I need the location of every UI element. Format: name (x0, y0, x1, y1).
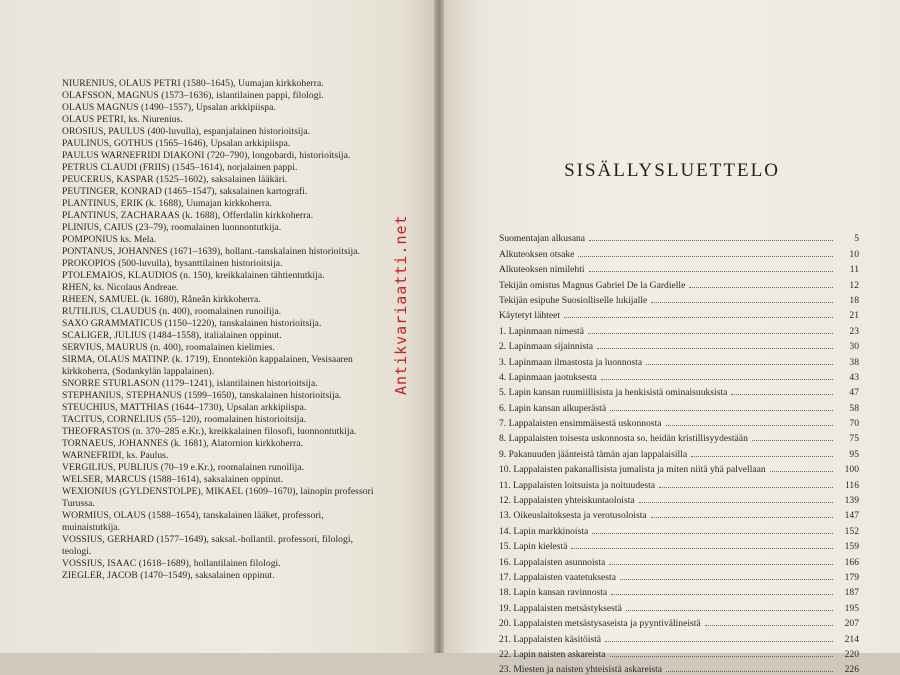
toc-page-number: 5 (854, 233, 859, 245)
index-entry: TORNAEUS, JOHANNES (k. 1681), Alatornion kirkkoherra. (62, 438, 303, 449)
index-entry: POMPONIUS ks. Mela. (62, 234, 157, 245)
toc-entry-label: 8. Lappalaisten toisesta uskonnosta so. heidän kristillisyydestään (499, 433, 748, 445)
toc-row (499, 275, 859, 290)
toc-leader-dots (651, 517, 833, 518)
toc-leader-dots (646, 364, 833, 365)
toc-row (499, 429, 859, 444)
toc-entry-label: 1. Lapinmaan nimestä (499, 325, 584, 337)
toc-entry-label: Käytetyt lähteet (499, 310, 561, 322)
index-entry: STEPHANIUS, STEPHANUS (1599–1650), tanskalainen historioitsija. (62, 390, 342, 401)
toc-row (499, 568, 859, 583)
index-entry: SCALIGER, JULIUS (1484–1558), italialainen oppinut. (62, 330, 282, 341)
index-entry: RUTILIUS, CLAUDUS (n. 400), roomalainen runoilija. (62, 306, 282, 317)
toc-row (499, 321, 859, 336)
toc-page-number: 100 (844, 464, 859, 476)
toc-entry-label: Alkuteoksen nimilehti (499, 264, 585, 276)
toc-page-number: 159 (844, 541, 859, 553)
toc-leader-dots (626, 610, 833, 611)
toc-entry-label: 4. Lapinmaan jaotuksesta (499, 371, 597, 383)
toc-entry-label: 11. Lappalaisten loitsuista ja noituudesta (499, 479, 656, 491)
toc-row (499, 614, 859, 629)
toc-row (499, 491, 859, 506)
toc-leader-dots (620, 579, 833, 580)
toc-entry-label: 12. Lappalaisten yhteiskuntaoloista (499, 495, 635, 507)
toc-page-number: 23 (849, 325, 859, 337)
book-gutter (434, 0, 444, 653)
toc-page-number: 12 (849, 279, 859, 291)
index-entry: OLAUS PETRI, ks. Niurenius. (62, 114, 183, 125)
index-entry: OLAFSSON, MAGNUS (1573–1636), islantilainen pappi, filologi. (62, 90, 324, 101)
index-entry: WORMIUS, OLAUS (1588–1654), tanskalainen lääket, professori, muinaistutkija. (62, 510, 324, 533)
toc-entry-label: 23. Miesten ja naisten yhteisistä askareista (499, 664, 663, 675)
toc-row (499, 583, 859, 598)
toc-leader-dots (610, 410, 833, 411)
index-entry: SNORRE STURLASON (1179–1241), islantilainen historioitsija. (62, 378, 318, 389)
toc-row (499, 383, 859, 398)
toc-leader-dots (705, 625, 833, 626)
index-entry: PAULUS WARNEFRIDI DIAKONI (720–790), longobardi, historioitsija. (62, 150, 351, 161)
toc-page-number: 58 (849, 402, 859, 414)
toc-row (499, 229, 859, 244)
index-entry: PTOLEMAIOS, KLAUDIOS (n. 150), kreikkalainen tähtientutkija. (62, 270, 325, 281)
toc-row (499, 598, 859, 613)
toc-leader-dots (666, 671, 833, 672)
toc-page-number: 220 (844, 648, 859, 660)
toc-row (499, 660, 859, 675)
toc-entry-label: 21. Lappalaisten käsitöistä (499, 633, 602, 645)
toc-leader-dots (666, 425, 833, 426)
toc-leader-dots (605, 641, 833, 642)
toc-row (499, 460, 859, 475)
toc-row (499, 260, 859, 275)
index-entry: OROSIUS, PAULUS (400-luvulla), espanjalainen historioitsija. (62, 126, 311, 137)
toc-page-number: 18 (849, 294, 859, 306)
index-entry: RHEN, ks. Nicolaus Andreae. (62, 282, 179, 293)
toc-leader-dots (592, 533, 833, 534)
toc-entry-label: 20. Lappalaisten metsästysaseista ja pyyntivälineistä (499, 618, 701, 630)
toc-page-number: 152 (844, 525, 859, 537)
index-entry: PEUCERUS, KASPAR (1525–1602), saksalainen lääkäri. (62, 174, 288, 185)
toc-page-number: 43 (849, 371, 859, 383)
toc-leader-dots (589, 240, 833, 241)
toc-entry-label: 15. Lapin kielestä (499, 541, 568, 553)
index-entry: PAULINUS, GOTHUS (1565–1646), Upsalan arkkipiispa. (62, 138, 291, 149)
left-page (0, 0, 438, 653)
index-entry: PETRUS CLAUDI (FRIIS) (1545–1614), norjalainen pappi. (62, 162, 298, 173)
toc-entry-label: 17. Lappalaisten vaatetuksesta (499, 571, 616, 583)
toc-entry-label: 10. Lappalaisten pakanallisista jumalista ja miten niitä yhä palvellaan (499, 464, 766, 476)
toc-row (499, 414, 859, 429)
toc-entry-label: 2. Lapinmaan sijainnista (499, 341, 594, 353)
index-entry: NIURENIUS, OLAUS PETRI (1580–1645), Uumajan kirkkoherra. (62, 78, 324, 89)
index-entry: VERGILIUS, PUBLIUS (70–19 e.Kr.), roomalainen runoilija. (62, 462, 305, 473)
index-entry: TACITUS, CORNELIUS (55–120), roomalainen historioitsija. (62, 414, 307, 425)
toc-entry-label: Tekijän omistus Magnus Gabriel De la Gardielle (499, 279, 686, 291)
toc-row (499, 552, 859, 567)
toc-page-number: 226 (844, 664, 859, 675)
index-entry: PLINIUS, CAIUS (23–79), roomalainen luonnontutkija. (62, 222, 282, 233)
toc-leader-dots (588, 333, 833, 334)
index-entry: PLANTINUS, ERIK (k. 1688), Uumajan kirkkoherra. (62, 198, 272, 209)
toc-row (499, 291, 859, 306)
toc-entry-label: 19. Lappalaisten metsästyksestä (499, 602, 622, 614)
name-index-list (62, 78, 382, 582)
toc-leader-dots (639, 502, 833, 503)
toc-page-number: 11 (849, 264, 859, 276)
index-entry: PROKOPIOS (500-luvulla), bysanttilainen historioitsija. (62, 258, 283, 269)
toc-page-number: 214 (844, 633, 859, 645)
toc-row (499, 521, 859, 536)
toc-entry-label: 6. Lapin kansan alkuperästä (499, 402, 607, 414)
toc-entry-label: 13. Oikeuslaitoksesta ja verotusoloista (499, 510, 647, 522)
toc-entry-label: Suomentajan alkusana (499, 233, 586, 245)
toc-page-number: 21 (849, 310, 859, 322)
toc-leader-dots (564, 317, 833, 318)
toc-leader-dots (571, 548, 833, 549)
index-entry: VOSSIUS, ISAAC (1618–1689), hollantilainen filologi. (62, 558, 281, 569)
watermark-text: Antikvariaatti.net (392, 214, 410, 395)
toc-entry-label: 18. Lapin kansan ravinnosta (499, 587, 608, 599)
toc-leader-dots (689, 287, 833, 288)
toc-row (499, 398, 859, 413)
index-entry: WARNEFRIDI, ks. Paulus. (62, 450, 169, 461)
toc-entry-label: 16. Lappalaisten asunnoista (499, 556, 606, 568)
toc-leader-dots (770, 471, 833, 472)
toc-page-number: 38 (849, 356, 859, 368)
index-entry: PLANTINUS, ZACHARAAS (k. 1688), Offerdalin kirkkoherra. (62, 210, 314, 221)
toc-page-number: 10 (849, 248, 859, 260)
index-entry: ZIEGLER, JACOB (1470–1549), saksalainen oppinut. (62, 570, 275, 581)
toc-page-number: 47 (849, 387, 859, 399)
index-entry: THEOFRASTOS (n. 370–285 e.Kr.), kreikkalainen filosofi, luonnontutkija. (62, 426, 357, 437)
toc-row (499, 537, 859, 552)
toc-row (499, 444, 859, 459)
toc-page-number: 70 (849, 418, 859, 430)
toc-leader-dots (578, 256, 833, 257)
toc-page-number: 207 (844, 618, 859, 630)
toc-leader-dots (611, 594, 833, 595)
toc-row (499, 352, 859, 367)
toc-leader-dots (589, 271, 833, 272)
toc-row (499, 368, 859, 383)
right-page (444, 0, 900, 675)
toc-row (499, 506, 859, 521)
index-entry: RHEEN, SAMUEL (k. 1680), Råneån kirkkoherra. (62, 294, 261, 305)
index-entry: WEXIONIUS (GYLDENSTOLPE), MIKAEL (1609–1670), lainopin professori Turussa. (62, 486, 374, 509)
toc-page-number: 147 (844, 510, 859, 522)
index-entry: SERVIUS, MAURUS (n. 400), roomalainen kielimies. (62, 342, 275, 353)
toc-page-number: 179 (844, 571, 859, 583)
index-entry: PONTANUS, JOHANNES (1671–1639), hollant.-tanskalainen historioitsija. (62, 246, 360, 257)
toc-page-number: 187 (844, 587, 859, 599)
toc-leader-dots (752, 440, 833, 441)
index-entry: STEUCHIUS, MATTHIAS (1644–1730), Upsalan arkkipiispa. (62, 402, 307, 413)
toc-entry-label: 5. Lapin kansan ruumiillisista ja henkisistä ominaisuuksista (499, 387, 728, 399)
index-entry: SAXO GRAMMATICUS (1150–1220), tanskalainen historioitsija. (62, 318, 322, 329)
toc-page-number: 30 (849, 341, 859, 353)
toc-row (499, 475, 859, 490)
index-entry: PEUTINGER, KONRAD (1465–1547), saksalainen kartografi. (62, 186, 308, 197)
toc-leader-dots (691, 456, 833, 457)
toc-entry-label: 14. Lapin markkinoista (499, 525, 589, 537)
toc-leader-dots (597, 348, 833, 349)
watermark (392, 64, 410, 395)
toc-entry-label: 9. Pakanuuden jäänteistä tämän ajan lappalaisilla (499, 448, 688, 460)
toc-row (499, 337, 859, 352)
toc-page-number: 195 (844, 602, 859, 614)
toc-leader-dots (609, 564, 833, 565)
toc-entry-label: Alkuteoksen otsake (499, 248, 575, 260)
table-of-contents (499, 229, 859, 675)
toc-entry-label: Tekijän esipuhe Suosiolliselle lukijalle (499, 294, 648, 306)
index-entry: WELSER, MARCUS (1588–1614), saksalainen oppinut. (62, 474, 284, 485)
toc-page-number: 75 (849, 433, 859, 445)
toc-page-number: 116 (844, 479, 859, 491)
toc-page-number: 95 (849, 448, 859, 460)
index-entry: SIRMA, OLAUS MATINP. (k. 1719), Enontekiön kappalainen, Vesisaaren kirkkoherra, (Sodankylän lappalainen). (62, 354, 353, 377)
toc-leader-dots (601, 379, 833, 380)
toc-page-number: 166 (844, 556, 859, 568)
toc-leader-dots (659, 487, 833, 488)
toc-row (499, 629, 859, 644)
index-entry: OLAUS MAGNUS (1490–1557), Upsalan arkkipiispa. (62, 102, 276, 113)
toc-entry-label: 7. Lappalaisten ensimmäisestä uskonnosta (499, 418, 662, 430)
toc-row (499, 244, 859, 259)
toc-title: SISÄLLYSLUETTELO (564, 160, 780, 181)
toc-leader-dots (651, 302, 833, 303)
toc-row (499, 306, 859, 321)
toc-entry-label: 22. Lapin naisten askareista (499, 648, 606, 660)
toc-leader-dots (610, 656, 833, 657)
toc-leader-dots (731, 394, 833, 395)
toc-page-number: 139 (844, 495, 859, 507)
index-entry: VOSSIUS, GERHARD (1577–1649), saksal.-hollantil. professori, filologi, teologi. (62, 534, 354, 557)
toc-entry-label: 3. Lapinmaan ilmastosta ja luonnosta (499, 356, 643, 368)
toc-row (499, 645, 859, 660)
